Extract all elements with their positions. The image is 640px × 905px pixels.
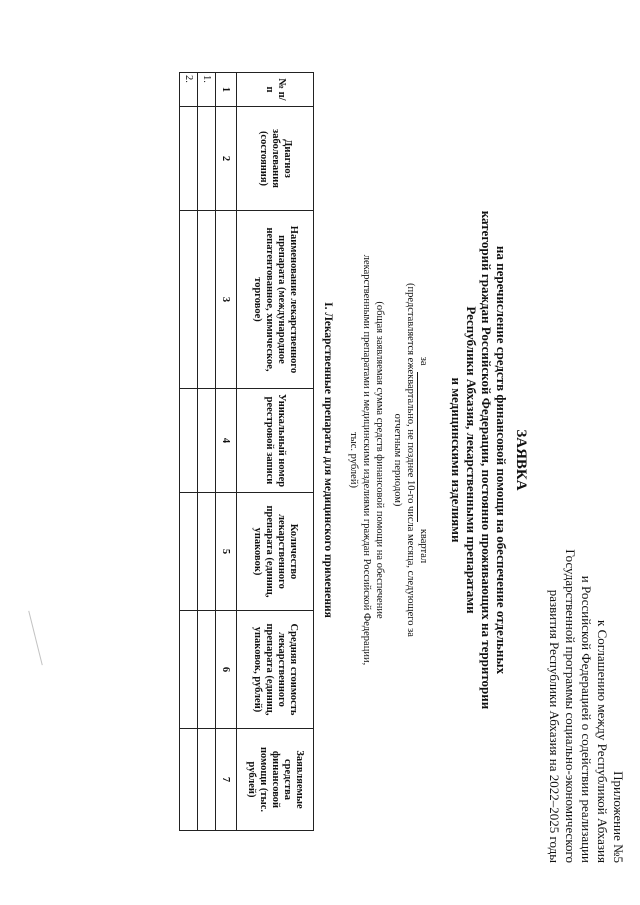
section-title: I. Лекарственные препараты для медицинского применения xyxy=(322,302,334,618)
column-header: Количество лекарственного препарата (единиц, упаковок) xyxy=(237,493,314,611)
period-line xyxy=(417,160,430,760)
column-header: Уникальный номер реестровой записи xyxy=(237,389,314,493)
table-cell xyxy=(180,107,198,211)
appendix-line: развития Республики Абхазия на 2022–2025 годы xyxy=(547,589,562,863)
appendix-line: к Соглашению между Республикой Абхазия xyxy=(595,620,610,863)
column-number: 4 xyxy=(216,389,237,493)
appendix-line: Государственной программы социально-экономического xyxy=(563,549,578,863)
column-number: 7 xyxy=(216,729,237,831)
column-header: № п/п xyxy=(237,73,314,107)
table-row xyxy=(180,73,198,831)
column-number: 5 xyxy=(216,493,237,611)
table-cell xyxy=(180,729,198,831)
column-number-row xyxy=(216,73,237,831)
title-line: категорий граждан Российской Федерации, постоянно проживающих на территории xyxy=(479,210,494,710)
table-cell xyxy=(180,611,198,729)
table-cell xyxy=(198,107,216,211)
title-line: на перечисление средств финансовой помощи на обеспечение отдельных xyxy=(494,245,509,675)
period-suffix: квартал xyxy=(418,528,429,564)
scan-artifact xyxy=(28,611,43,666)
column-number: 3 xyxy=(216,211,237,389)
table-cell xyxy=(198,211,216,389)
title-heading: ЗАЯВКА xyxy=(513,429,529,491)
column-number: 6 xyxy=(216,611,237,729)
column-header: Наименование лекарственного препарата (международное непатентованное, химическое, торговое) xyxy=(237,211,314,389)
appendix-header xyxy=(546,443,626,863)
period-note: отчетным периодом) xyxy=(392,413,403,507)
caption-line: (общая заявляемая сумма средств финансовой помощи на обеспечение xyxy=(374,301,385,619)
row-number: 2. xyxy=(180,73,198,107)
table-cell xyxy=(198,493,216,611)
column-number: 2 xyxy=(216,107,237,211)
total-amount-caption xyxy=(347,170,386,750)
caption-line: тыс. рублей) xyxy=(348,432,359,488)
table-cell xyxy=(180,211,198,389)
table-cell xyxy=(198,389,216,493)
table-cell xyxy=(180,389,198,493)
period-blank xyxy=(417,372,428,522)
appendix-line: и Российской Федерацией о содействии реализации xyxy=(579,575,594,863)
title-line: и медицинскими изделиями xyxy=(449,377,464,543)
period-prefix: за xyxy=(418,356,429,366)
table-cell xyxy=(198,729,216,831)
caption-line: лекарственными препаратами и медицинскими изделиями граждан Российской Федерации, xyxy=(361,254,372,666)
reporting-period xyxy=(391,160,430,760)
table-cell xyxy=(198,611,216,729)
column-header: Заявляемые средства финансовой помощи (тыс. рублей) xyxy=(237,729,314,831)
table-row xyxy=(198,73,216,831)
document-title xyxy=(449,160,528,760)
row-number: 1. xyxy=(198,73,216,107)
column-number: 1 xyxy=(216,73,237,107)
column-header: Средняя стоимость лекарственного препарата (единиц, упаковок, рублей) xyxy=(237,611,314,729)
title-line: Республики Абхазия, лекарственными препаратами xyxy=(464,306,479,614)
period-note: (представляется ежеквартально, не позднее 10-го числа месяца, следующего за xyxy=(405,283,416,637)
column-header: Диагноз заболевания (состояния) xyxy=(237,107,314,211)
medicines-table xyxy=(179,72,314,831)
appendix-number: Приложение №5 xyxy=(611,771,626,863)
table-header-row xyxy=(237,73,314,831)
table-cell xyxy=(180,493,198,611)
